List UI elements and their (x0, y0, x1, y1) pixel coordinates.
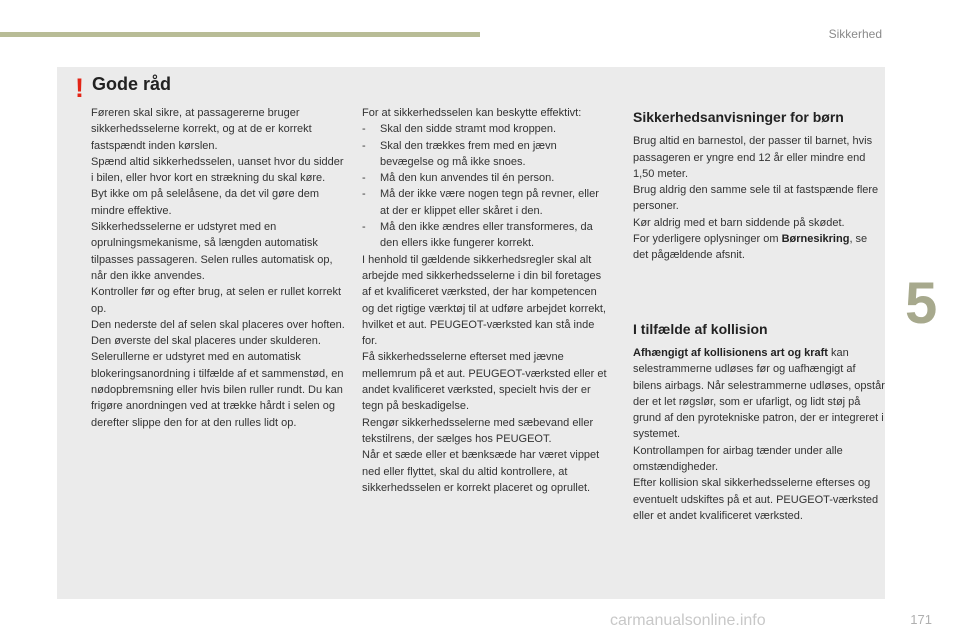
paragraph: Brug altid en barnestol, der passer til barnet, hvis passageren er yngre end 12 år eller mindre end 1,50 meter. (633, 135, 873, 180)
column-middle (362, 105, 607, 496)
paragraph: Den nederste del af selen skal placeres over hoften. (91, 318, 345, 331)
paragraph: Rengør sikkerhedsselerne med sæbevand eller tekstilrens, der sælges hos PEUGEOT. (362, 416, 594, 445)
advice-panel (57, 67, 885, 599)
dash-marker: - (362, 139, 366, 152)
dash-marker: - (362, 172, 366, 185)
list-item (362, 170, 607, 186)
chapter-number: 5 (905, 271, 938, 336)
page-number: 171 (910, 612, 932, 627)
collision-lead-paragraph (633, 345, 885, 443)
list-item-text: Må den kun anvendes til én person. (380, 172, 555, 185)
paragraph: Selerullerne er udstyret med en automatisk blokeringsanordning i tilfælde af et sammenstød, en nødopbremsning eller hvis bilen ruller rundt. Du kan frigøre anordningen ved at trække hårdt i selen og derefter slippe den for at den rulles lidt op. (91, 351, 344, 429)
paragraph: Kør aldrig med et barn siddende på skødet. (633, 216, 845, 229)
dash-marker: - (362, 188, 366, 201)
paragraph: Når et sæde eller et bænksæde har været vippet ned eller flyttet, skal du altid kontrollere, at sikkerhedsselen er korrekt placeret og oprullet. (362, 449, 600, 494)
list-item-text: Skal den sidde stramt mod kroppen. (380, 123, 557, 136)
list-item (362, 219, 607, 252)
paragraph: Spænd altid sikkerhedsselen, uanset hvor du sidder i bilen, eller hvor kort en strækning du skal køre. (91, 155, 344, 185)
section-label: Sikkerhed (828, 27, 882, 41)
paragraph: I henhold til gældende sikkerhedsregler skal alt arbejde med sikkerhedsselerne i din bil foretages af et kvalificeret værksted, der har kompetencen og det rigtige værktøj til at udføre arbejdet korrekt, hvilket et aut. PEUGEOT-værksted kan stå inde for. (362, 253, 606, 348)
panel-title: Gode råd (92, 74, 172, 94)
list-item (362, 121, 607, 137)
dash-marker: - (362, 123, 366, 136)
dash-marker: - (362, 221, 366, 234)
intro-text: For at sikkerhedsselen kan beskytte effektivt: (362, 107, 582, 119)
list-item (362, 186, 607, 219)
paragraph: Byt ikke om på selelåsene, da det vil gøre dem mindre effektive. (91, 188, 320, 217)
column-left (91, 105, 347, 431)
paragraph: Brug aldrig den samme sele til at fastspænde flere personer. (633, 184, 879, 213)
paragraph: Sikkerhedsselerne er udstyret med en oprulningsmekanisme, så længden automatisk tilpasses passageren. Selen rulles automatisk op, når den ikke anvendes. (91, 221, 333, 282)
child-safety-reference: Børnesikring (781, 233, 850, 246)
paragraph: Føreren skal sikre, at passagererne bruger sikkerhedsselerne korrekt, og at de er korrekt fastspændt inden kørslen. (91, 107, 312, 152)
list-item-text: Må den ikke ændres eller transformeres, da den ellers ikke fungerer korrekt. (380, 221, 593, 250)
exclamation-icon: ! (75, 73, 84, 103)
more-info-paragraph (633, 231, 885, 264)
more-info-suffix: , se det pågældende afsnit. (633, 233, 868, 262)
list-item-text: Må der ikke være nogen tegn på revner, eller at der er klippet eller skåret i den. (380, 188, 599, 217)
paragraph: Efter kollision skal sikkerhedsselerne efterses og eventuelt udskiftes på et aut. PEUGEOT-værksted eller et andet kvalificeret værksted. (633, 477, 879, 522)
header-accent-bar (0, 32, 480, 37)
collision-bold-lead: Afhængigt af kollisionens art og kraft (633, 346, 828, 359)
paragraph: Den øverste del skal placeres under skulderen. (91, 335, 321, 348)
children-safety-heading: Sikkerhedsanvisninger for børn (633, 109, 844, 125)
collision-lead-text: kan selestrammerne udløses før og uafhængigt af bilens airbags. Når selestrammerne udløses, opstår der et let røgslør, som er ufarligt, og lidt støj på grund af den pyrotekniske patron, der er integreret i systemet. (633, 346, 885, 441)
paragraph: Kontroller før og efter brug, at selen er rullet korrekt op. (91, 286, 342, 315)
watermark-text: carmanualsonline.info (610, 612, 766, 629)
paragraph: Kontrollampen for airbag tænder under alle omstændigheder. (633, 444, 843, 474)
list-item (362, 138, 607, 171)
list-item-text: Skal den trækkes frem med en jævn bevægelse og må ikke snoes. (380, 139, 557, 168)
collision-heading: I tilfælde af kollision (633, 320, 768, 337)
more-info-prefix: For yderligere oplysninger om (633, 233, 782, 246)
paragraph: Få sikkerhedsselerne efterset med jævne mellemrum på et aut. PEUGEOT-værksted eller et andet kvalificeret værksted, specielt hvis der er tegn på beskadigelse. (362, 351, 607, 413)
column-right (633, 109, 885, 524)
